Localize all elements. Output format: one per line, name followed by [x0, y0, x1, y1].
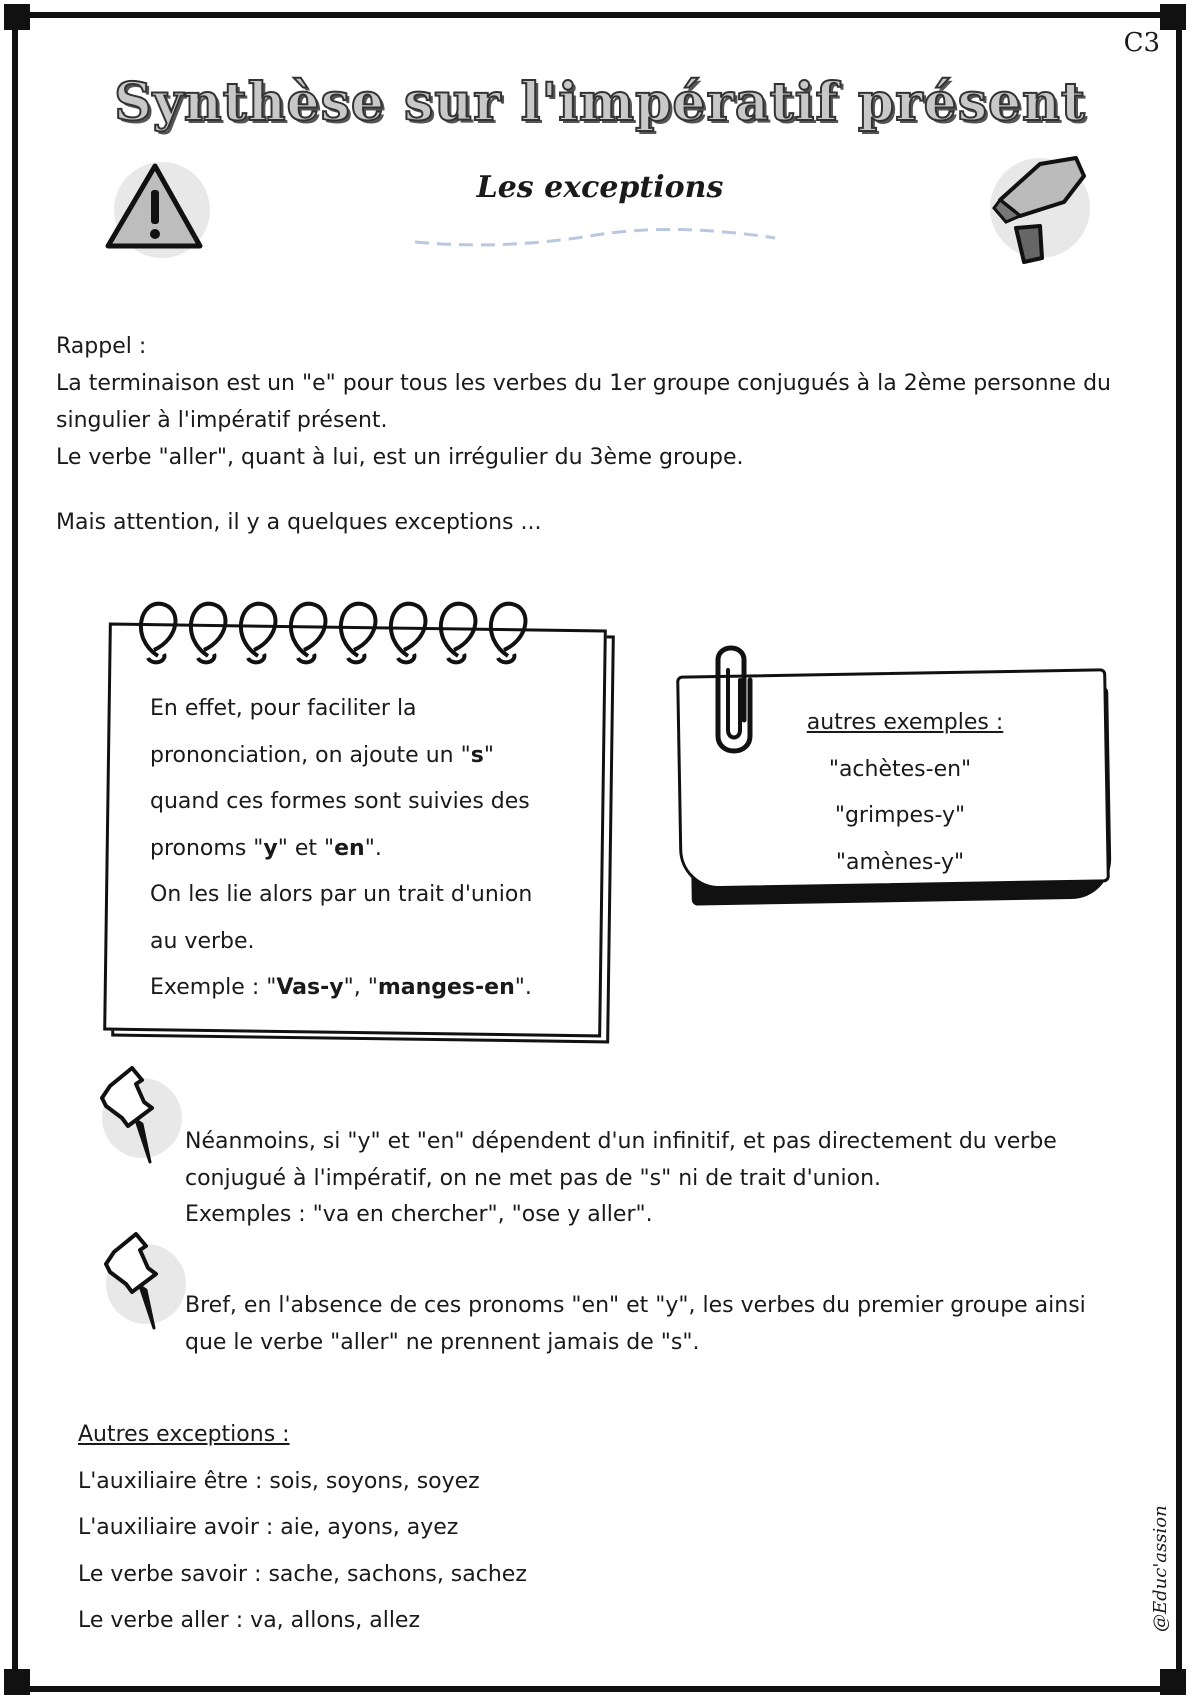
- page-title: Synthèse sur l'impératif présent: [114, 72, 1086, 133]
- level-label: C3: [1123, 28, 1160, 58]
- notebook-spiral: [130, 598, 570, 678]
- paperclip-icon: [704, 640, 764, 760]
- example-item: "grimpes-y": [834, 803, 966, 828]
- marker-icon: [980, 150, 1100, 270]
- page-subtitle: Les exceptions: [476, 170, 724, 205]
- notebook-line: En effet, pour faciliter la: [150, 696, 417, 721]
- examples-note: [760, 700, 1040, 886]
- decorative-dashed-line: [410, 222, 780, 252]
- notebook-line: pronoms "y" et "en".: [150, 835, 382, 861]
- paragraph-line: Exemples : "va en chercher", "ose y aller".: [185, 1202, 653, 1227]
- frame-corner: [4, 4, 30, 30]
- exception-item: L'auxiliaire être : sois, soyons, soyez: [78, 1468, 480, 1494]
- reminder-text: Le verbe "aller", quant à lui, est un irrégulier du 3ème groupe.: [56, 445, 744, 470]
- frame-corner: [1160, 1669, 1186, 1695]
- reminder-text: singulier à l'impératif présent.: [56, 408, 388, 433]
- notebook-line: Exemple : "Vas-y", "manges-en".: [150, 975, 532, 1000]
- reminder-label: Rappel :: [56, 334, 147, 359]
- notebook-line: prononciation, on ajoute un "s": [150, 742, 494, 768]
- paragraph-line: conjugué à l'impératif, on ne met pas de "s" ni de trait d'union.: [185, 1165, 882, 1191]
- attention-text: Mais attention, il y a quelques exceptions ...: [56, 510, 542, 535]
- warning-icon: [100, 158, 210, 268]
- notebook-text: [150, 686, 570, 1012]
- frame-corner: [4, 1669, 30, 1695]
- paragraph-line: que le verbe "aller" ne prennent jamais de "s".: [185, 1329, 700, 1355]
- reminder-section: [56, 328, 1156, 476]
- paragraph-infinitive: [185, 1124, 1145, 1234]
- notebook-line: quand ces formes sont suivies des: [150, 789, 530, 814]
- reminder-text: La terminaison est un "e" pour tous les verbes du 1er groupe conjugués à la 2ème personne du: [56, 371, 1111, 396]
- paragraph-line: Néanmoins, si "y" et "en" dépendent d'un infinitif, et pas directement du verbe: [185, 1129, 1057, 1154]
- frame-corner: [1160, 4, 1186, 30]
- examples-title: autres exemples :: [806, 710, 1004, 735]
- notebook-line: au verbe.: [150, 928, 255, 954]
- example-item: "achètes-en": [828, 756, 972, 782]
- exception-item: Le verbe savoir : sache, sachons, sachez: [78, 1561, 527, 1587]
- paragraph-summary: [185, 1288, 1145, 1361]
- pushpin-icon: [96, 1228, 186, 1338]
- example-item: "amènes-y": [835, 849, 965, 875]
- other-exceptions: [78, 1412, 527, 1645]
- pushpin-icon: [92, 1062, 182, 1172]
- exception-item: L'auxiliaire avoir : aie, ayons, ayez: [78, 1515, 459, 1540]
- paragraph-line: Bref, en l'absence de ces pronoms "en" et "y", les verbes du premier groupe ainsi: [185, 1293, 1086, 1318]
- author-credit: @Educ'assion: [1150, 1505, 1171, 1632]
- other-exceptions-title: Autres exceptions :: [78, 1422, 290, 1447]
- exception-item: Le verbe aller : va, allons, allez: [78, 1608, 421, 1633]
- notebook-line: On les lie alors par un trait d'union: [150, 882, 533, 907]
